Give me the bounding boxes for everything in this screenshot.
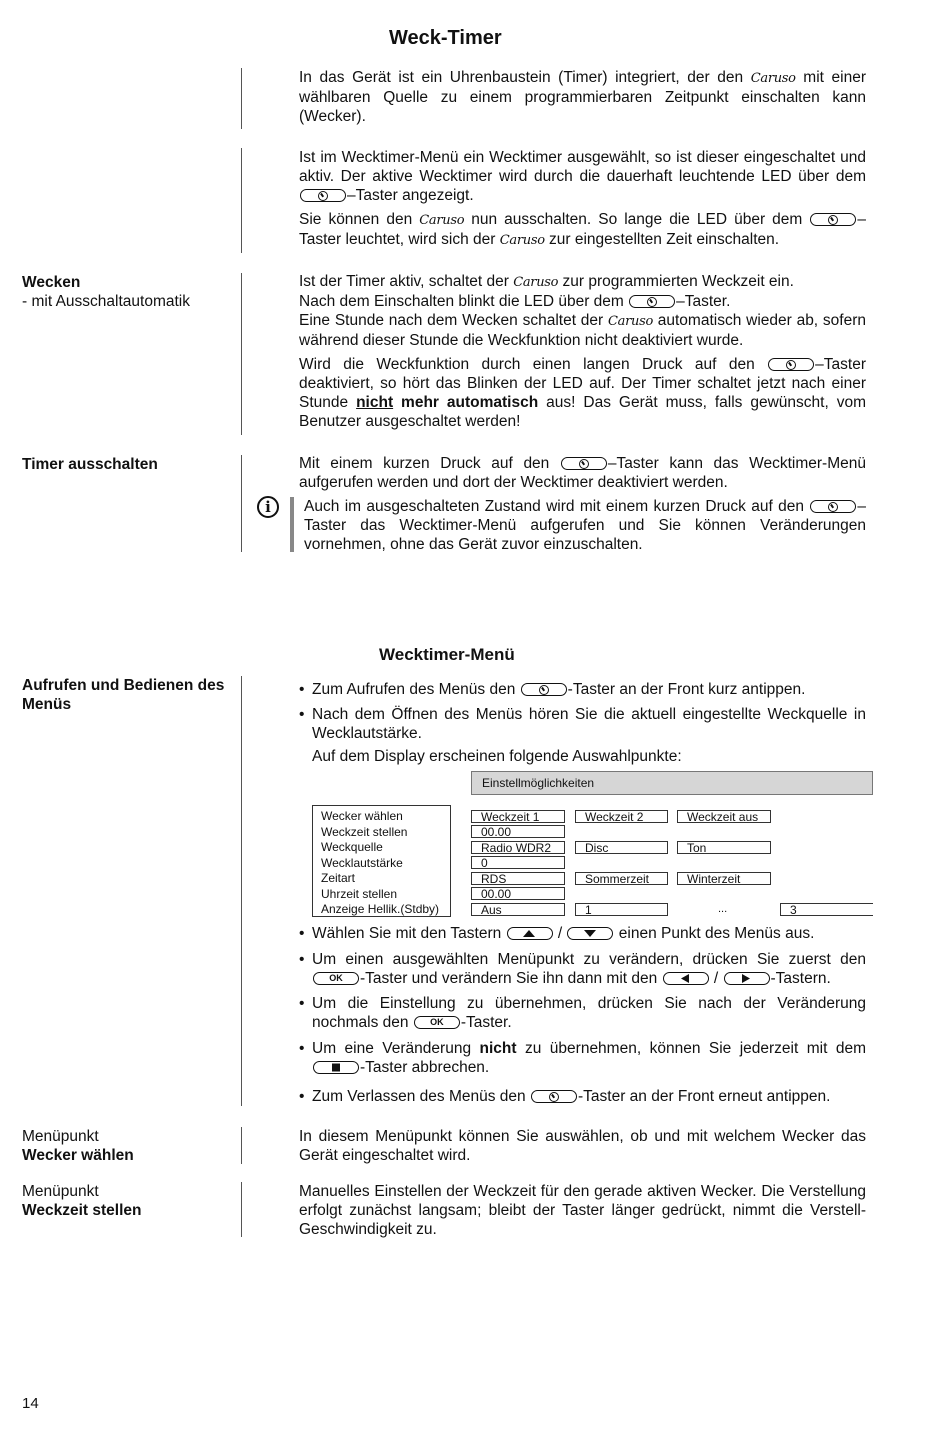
table-cell: ...: [718, 903, 728, 915]
display-intro: Auf dem Display erscheinen folgende Auswahlpunkte:: [312, 748, 682, 765]
table-cell: RDS: [471, 872, 565, 885]
table-cell: 00.00: [471, 887, 565, 900]
bullet-item: • Zum Aufrufen des Menüs den -Taster an der Front kurz antippen.: [299, 681, 806, 698]
table-cell: 3: [780, 903, 873, 916]
timer-key-icon: [810, 213, 856, 226]
table-cell: Winterzeit: [677, 872, 771, 885]
divider: [241, 68, 242, 129]
table-labels: [312, 805, 451, 917]
timer-key-icon: [810, 500, 856, 513]
table-label: Wecker wählen: [321, 809, 403, 823]
page-title: Weck-Timer: [389, 27, 502, 49]
timer-key-icon: [300, 189, 346, 202]
caruso-logo: Caruso: [513, 275, 559, 290]
table-cell: Sommerzeit: [575, 872, 668, 885]
wecker-waehlen-text: In diesem Menüpunkt können Sie auswählen, ob und mit welchem Wecker das Gerät eingeschaltet wird.: [299, 1128, 866, 1164]
timer-key-icon: [531, 1090, 577, 1103]
caruso-logo: Caruso: [750, 71, 796, 86]
weckzeit-stellen-text: Manuelles Einstellen der Weckzeit für den gerade aktiven Wecker. Die Verstellung erfolgt zunächst langsam; bleibt der Taster länger gedrückt, nimmt die Verstell-Geschwindigkeit zu.: [299, 1183, 866, 1238]
divider: [241, 676, 242, 1106]
timer-key-icon: [629, 295, 675, 308]
table-label: Zeitart: [321, 871, 356, 885]
note-text: Auch im ausgeschalteten Zustand wird mit einem kurzen Druck auf den –Taster das Wecktimer-Menü aufgerufen und Sie können Veränderungen vornehmen, ohne das Gerät zuvor einzuschalten.: [304, 498, 866, 553]
table-cell: Weckzeit 2: [575, 810, 668, 823]
table-cell: 1: [575, 903, 668, 916]
bullet-item: • Nach dem Öffnen des Menüs hören Sie die aktuell eingestellte Weckquelle in Wecklautstärke.: [299, 706, 866, 742]
bullet-item: • Wählen Sie mit den Tastern / einen Punkt des Menüs aus.: [299, 925, 815, 942]
bullet-item: • Um einen ausgewählten Menüpunkt zu verändern, drücken Sie zuerst den OK -Taster und verändern Sie ihn dann mit den / -Tastern.: [299, 951, 866, 987]
divider: [241, 1182, 242, 1237]
section-title-menu: Wecktimer-Menü: [379, 645, 515, 664]
side-heading-timer-off: Timer ausschalten: [22, 456, 158, 473]
page-number: 14: [22, 1395, 39, 1412]
timer-key-icon: [521, 683, 567, 696]
table-label: Wecklautstärke: [321, 855, 403, 870]
wecken-text: Ist der Timer aktiv, schaltet der Caruso zur programmierten Weckzeit ein. Nach dem Einschalten blinkt die LED über dem –Taster. Eine Stunde nach dem Wecken schaltet der Caruso automatisch wieder ab, sofern während dieser Stunde die Weckfunktion nicht deaktiviert wurde. Wird die Weckfunktion durch einen langen Druck auf den –Taster deaktiviert, so hört das Blinken der LED auf. Der Timer schaltet jetzt nach einer Stunde nicht mehr automatisch aus! Das Gerät muss, falls gewünscht, vom Benutzer ausgeschaltet werden!: [299, 273, 867, 430]
right-key-icon: [724, 972, 770, 985]
side-heading-wecken: Wecken - mit Ausschaltautomatik: [22, 274, 190, 310]
caruso-logo: Caruso: [419, 213, 465, 228]
table-cell: 00.00: [471, 825, 565, 838]
side-heading-menu: Aufrufen und Bedienen des Menüs: [22, 677, 225, 713]
timer-key-icon: [768, 358, 814, 371]
timer-key-icon: [561, 457, 607, 470]
ok-key-icon: OK: [313, 972, 359, 985]
table-label: Weckzeit stellen: [321, 824, 408, 839]
table-cell: Weckzeit 1: [471, 810, 565, 823]
info-icon: i: [257, 496, 279, 518]
table-cell: Aus: [471, 903, 565, 916]
divider: [241, 1127, 242, 1164]
caruso-logo: Caruso: [607, 314, 653, 329]
table-cell: Ton: [677, 841, 771, 854]
table-header: Einstellmöglichkeiten: [471, 771, 873, 795]
stop-key-icon: [313, 1061, 359, 1074]
ok-key-icon: OK: [414, 1016, 460, 1029]
table-label: Weckquelle: [321, 840, 383, 854]
bullet-item: • Um die Einstellung zu übernehmen, drücken Sie nach der Veränderung nochmals den OK -Taster.: [299, 995, 866, 1031]
note-bar: [290, 497, 294, 552]
divider: [241, 273, 242, 435]
bullet-item: • Um eine Veränderung nicht zu übernehmen, können Sie jederzeit mit dem -Taster abbrechen.: [299, 1040, 866, 1076]
table-label: Anzeige Hellik.(Stdby): [321, 902, 440, 916]
left-key-icon: [663, 972, 709, 985]
table-cell: Disc: [575, 841, 668, 854]
divider: [241, 148, 242, 253]
timer-off-text: Mit einem kurzen Druck auf den –Taster kann das Wecktimer-Menü aufgerufen werden und dort der Wecktimer deaktiviert werden.: [299, 455, 866, 491]
up-key-icon: [507, 927, 553, 940]
intro-paragraph-2: Ist im Wecktimer-Menü ein Wecktimer ausgewählt, so ist dieser eingeschaltet und aktiv. Der aktive Wecktimer wird durch die dauerhaft leuchtende LED über dem –Taster angezeigt. Sie können den Caruso nun ausschalten. So lange die LED über dem –Taster leuchtet, wird sich der Caruso zur eingestellten Zeit einschalten.: [299, 149, 866, 248]
table-cell: 0: [471, 856, 565, 869]
intro-paragraph-1: In das Gerät ist ein Uhrenbaustein (Timer) integriert, der den Caruso mit einer wählbaren Quelle zu einem programmierbaren Zeitpunkt einschalten kann (Wecker).: [299, 69, 866, 125]
caruso-logo: Caruso: [499, 233, 545, 248]
table-cell: Weckzeit aus: [677, 810, 771, 823]
table-cell: Radio WDR2: [471, 841, 565, 854]
divider: [241, 455, 242, 552]
side-heading-weckzeit-stellen: Menüpunkt Weckzeit stellen: [22, 1183, 142, 1219]
side-heading-wecker-waehlen: Menüpunkt Wecker wählen: [22, 1128, 134, 1164]
bullet-item: • Zum Verlassen des Menüs den -Taster an der Front erneut antippen.: [299, 1088, 831, 1105]
table-label: Uhrzeit stellen: [321, 886, 398, 901]
down-key-icon: [567, 927, 613, 940]
